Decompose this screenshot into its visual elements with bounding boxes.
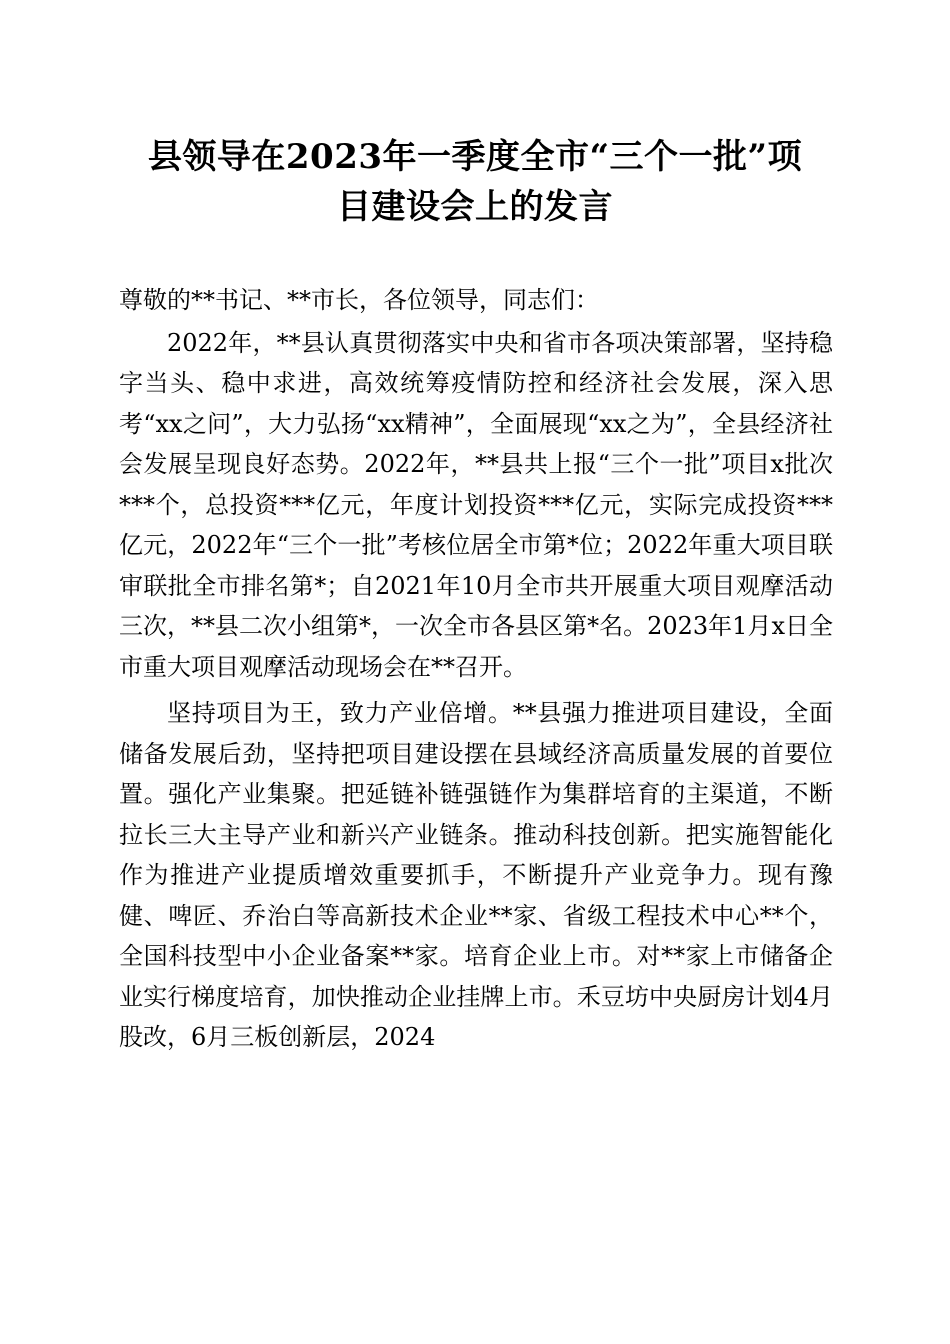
document-body (119, 280, 833, 1058)
salutation: 尊敬的**书记、**市长，各位领导，同志们： (119, 286, 599, 314)
paragraph-2: 坚持项目为王，致力产业倍增。**县强力推进项目建设，全面储备发展后劲，坚持把项目建设摆在县域经济高质量发展的首要位置。强化产业集聚。把延链补链强链作为集群培育的主渠道，不断拉长三大主导产业和新兴产业链条。推动科技创新。把实施智能化作为推进产业提质增效重要抓手，不断提升产业竞争力。现有豫健、啤匠、乔治白等高新技术企业**家、省级工程技术中心**个，全国科技型中小企业备案**家。培育企业上市。对**家上市储备企业实行梯度培育，加快推动企业挂牌上市。禾豆坊中央厨房计划4月股改，6月三板创新层，2024 (119, 699, 833, 1051)
document-title (100, 132, 850, 232)
title-line-2: 目建设会上的发言 (337, 187, 613, 227)
title-line-1: 县领导在2023年一季度全市“三个一批”项 (147, 137, 803, 177)
paragraph-1: 2022年，**县认真贯彻落实中央和省市各项决策部署，坚持稳字当头、稳中求进，高效统筹疫情防控和经济社会发展，深入思考“xx之问”，大力弘扬“xx精神”，全面展现“xx之为”，全县经济社会发展呈现良好态势。2022年，**县共上报“三个一批”项目x批次***个，总投资***亿元，年度计划投资***亿元，实际完成投资***亿元，2022年“三个一批”考核位居全市第*位；2022年重大项目联审联批全市排名第*；自2021年10月全市共开展重大项目观摩活动三次，**县二次小组第*，一次全市各县区第*名。2023年1月x日全市重大项目观摩活动现场会在**召开。 (119, 328, 833, 681)
